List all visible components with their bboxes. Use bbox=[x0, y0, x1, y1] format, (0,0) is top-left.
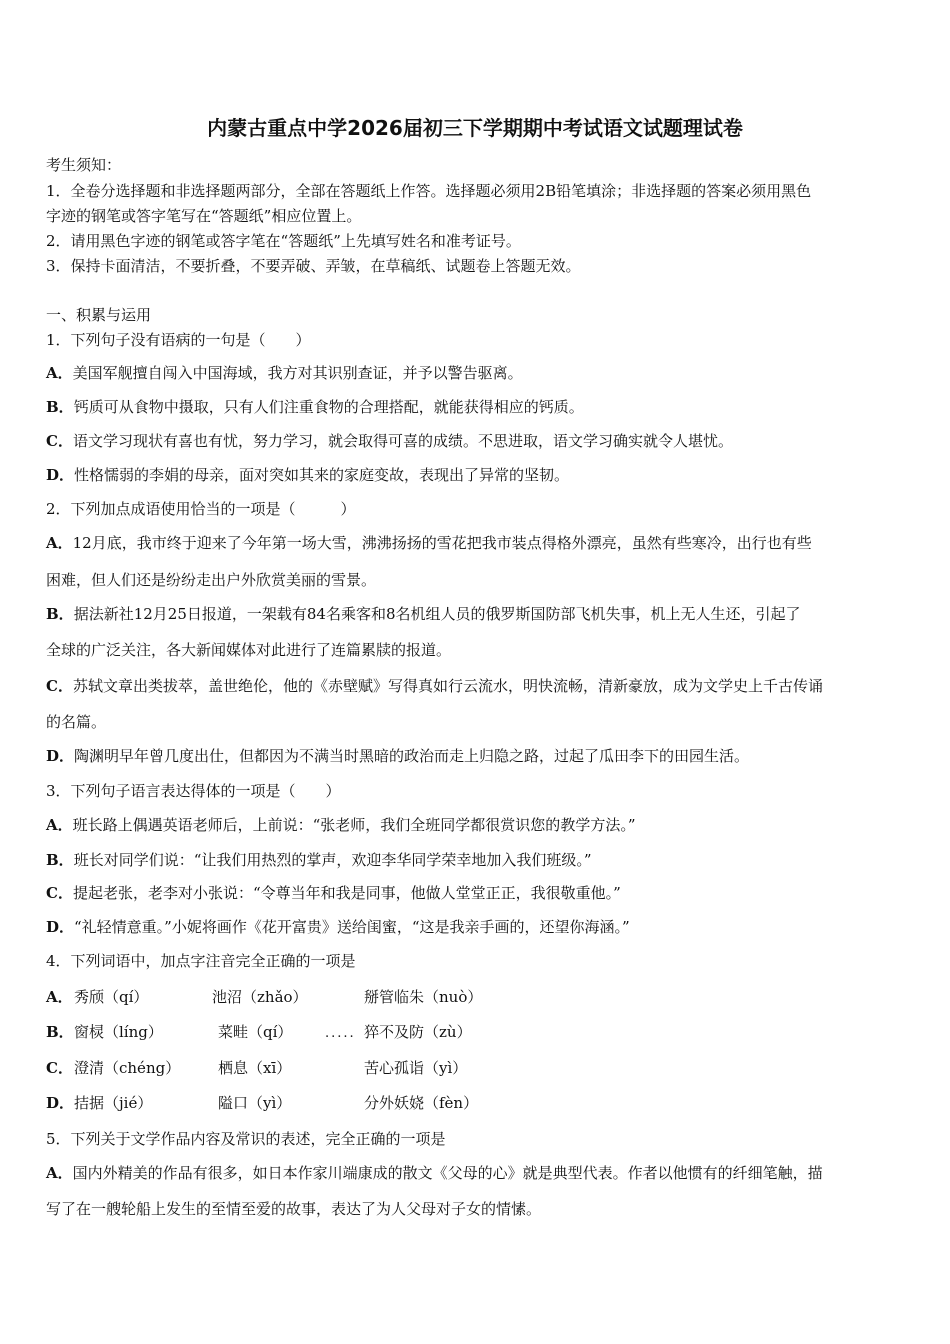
option-text: 写了在一艘轮船上发生的至情至爱的故事，表达了为人父母对子女的情愫。 bbox=[46, 1200, 542, 1218]
option-text: 全球的广泛关注，各大新闻媒体对此进行了连篇累牍的报道。 bbox=[46, 641, 452, 659]
option-label: D． bbox=[46, 918, 75, 936]
option-text bbox=[46, 362, 523, 383]
option-label: A． bbox=[46, 1164, 73, 1182]
option-label: C． bbox=[46, 677, 73, 695]
notice-item: 1．全卷分选择题和非选择题两部分，全部在答题纸上作答。选择题必须用2B铅笔填涂；非选择题的答案必须用黑色 bbox=[46, 182, 812, 200]
option-cell: 掰管临朱（nuò） bbox=[364, 988, 483, 1006]
option-body: 语文学习现状有喜也有忧，努力学习，就会取得可喜的成绩。不思进取，语文学习确实就令人堪忧。 bbox=[72, 432, 733, 450]
option-text bbox=[46, 603, 801, 624]
option-cell: 栖息（xī） bbox=[218, 1059, 292, 1077]
option-body: 据法新社12月25日报道，一架载有84名乘客和8名机组人员的俄罗斯国防部飞机失事，机上无人生还，引起了 bbox=[73, 605, 801, 623]
option-cell: 拮据（jié） bbox=[74, 1094, 153, 1112]
emphasis-dots: ..... bbox=[325, 1026, 356, 1041]
option-cell: 澄清（chéng） bbox=[74, 1059, 181, 1077]
option-body: 国内外精美的作品有很多，如日本作家川端康成的散文《父母的心》就是典型代表。作者以他惯有的纤细笔触，描 bbox=[72, 1164, 823, 1182]
option-label: B． bbox=[46, 398, 74, 416]
option-label: A． bbox=[46, 364, 73, 382]
option-text bbox=[46, 464, 569, 485]
option-cell: 隘口（yì） bbox=[218, 1094, 292, 1112]
option-body: 苏轼文章出类拔萃，盖世绝伦，他的《赤壁赋》写得真如行云流水，明快流畅，清新豪放，成为文学史上千古传诵 bbox=[72, 677, 823, 695]
notice-item: 3．保持卡面清洁，不要折叠，不要弄破、弄皱，在草稿纸、试题卷上答题无效。 bbox=[46, 257, 581, 275]
option-label: C． bbox=[46, 884, 73, 902]
option-text: 困难，但人们还是纷纷走出户外欣赏美丽的雪景。 bbox=[46, 571, 377, 589]
option-cell: 苦心孤诣（yì） bbox=[364, 1059, 468, 1077]
question-stem: 4．下列词语中，加点字注音完全正确的一项是 bbox=[46, 952, 356, 970]
option-cell: 窗棂（líng） bbox=[74, 1023, 163, 1041]
question-stem: 3．下列句子语言表达得体的一项是（ ） bbox=[46, 782, 341, 800]
option-text bbox=[46, 916, 630, 937]
option-body: “礼轻情意重。”小妮将画作《花开富贵》送给闺蜜，“这是我亲手画的，还望你海涵。” bbox=[74, 918, 630, 936]
option-text bbox=[46, 396, 584, 417]
question-stem: 5．下列关于文学作品内容及常识的表述，完全正确的一项是 bbox=[46, 1130, 446, 1148]
notice-heading: 考生须知： bbox=[46, 156, 122, 174]
question-stem: 2．下列加点成语使用恰当的一项是（ ） bbox=[46, 500, 356, 518]
option-body: 陶渊明早年曾几度出仕，但都因为不满当时黑暗的政治而走上归隐之路，过起了瓜田李下的田园生活。 bbox=[74, 747, 750, 765]
option-body: 美国军舰擅自闯入中国海域，我方对其识别查证，并予以警告驱离。 bbox=[72, 364, 523, 382]
option-text bbox=[46, 1162, 823, 1183]
option-label: B． bbox=[46, 851, 74, 869]
option-text: 的名篇。 bbox=[46, 713, 107, 731]
option-body: 班长路上偶遇英语老师后，上前说：“张老师，我们全班同学都很赏识您的教学方法。” bbox=[72, 816, 636, 834]
option-label: D． bbox=[46, 747, 75, 765]
option-body: 钙质可从食物中摄取，只有人们注重食物的合理搭配，就能获得相应的钙质。 bbox=[73, 398, 584, 416]
option-label: B． bbox=[46, 605, 74, 623]
option-label: D． bbox=[46, 466, 75, 484]
option-text bbox=[46, 430, 733, 451]
option-label: A． bbox=[46, 988, 73, 1006]
option-label: C． bbox=[46, 1059, 73, 1077]
option-cell: 猝不及防（zù） bbox=[364, 1023, 472, 1041]
option-text bbox=[46, 882, 621, 903]
question-stem: 1．下列句子没有语病的一句是（ ） bbox=[46, 331, 311, 349]
option-text bbox=[46, 532, 812, 553]
option-text bbox=[46, 745, 749, 766]
option-text bbox=[46, 814, 635, 835]
notice-item: 字迹的钢笔或答字笔写在“答题纸”相应位置上。 bbox=[46, 207, 362, 225]
option-body: 提起老张，老李对小张说：“令尊当年和我是同事，他做人堂堂正正，我很敬重他。” bbox=[72, 884, 621, 902]
option-label: B． bbox=[46, 1023, 74, 1041]
option-text bbox=[46, 849, 592, 870]
option-text bbox=[46, 675, 823, 696]
option-cell: 池沼（zhǎo） bbox=[212, 988, 308, 1006]
notice-item: 2．请用黑色字迹的钢笔或答字笔在“答题纸”上先填写姓名和准考证号。 bbox=[46, 232, 521, 250]
section-heading: 一、积累与运用 bbox=[46, 306, 152, 324]
option-cell: 菜畦（qí） bbox=[218, 1023, 293, 1041]
option-label: D． bbox=[46, 1094, 75, 1112]
option-body: 12月底，我市终于迎来了今年第一场大雪，沸沸扬扬的雪花把我市装点得格外漂亮，虽然有些寒冷，出行也有些 bbox=[72, 534, 812, 552]
option-label: A． bbox=[46, 816, 73, 834]
option-label: A． bbox=[46, 534, 73, 552]
option-body: 性格懦弱的李娟的母亲，面对突如其来的家庭变故，表现出了异常的坚韧。 bbox=[74, 466, 570, 484]
option-label: C． bbox=[46, 432, 73, 450]
option-body: 班长对同学们说：“让我们用热烈的掌声，欢迎李华同学荣幸地加入我们班级。” bbox=[73, 851, 592, 869]
option-cell: 分外妖娆（fèn） bbox=[364, 1094, 479, 1112]
page-title: 内蒙古重点中学2026届初三下学期期中考试语文试题理试卷 bbox=[207, 116, 743, 140]
option-cell: 秀颀（qí） bbox=[74, 988, 149, 1006]
